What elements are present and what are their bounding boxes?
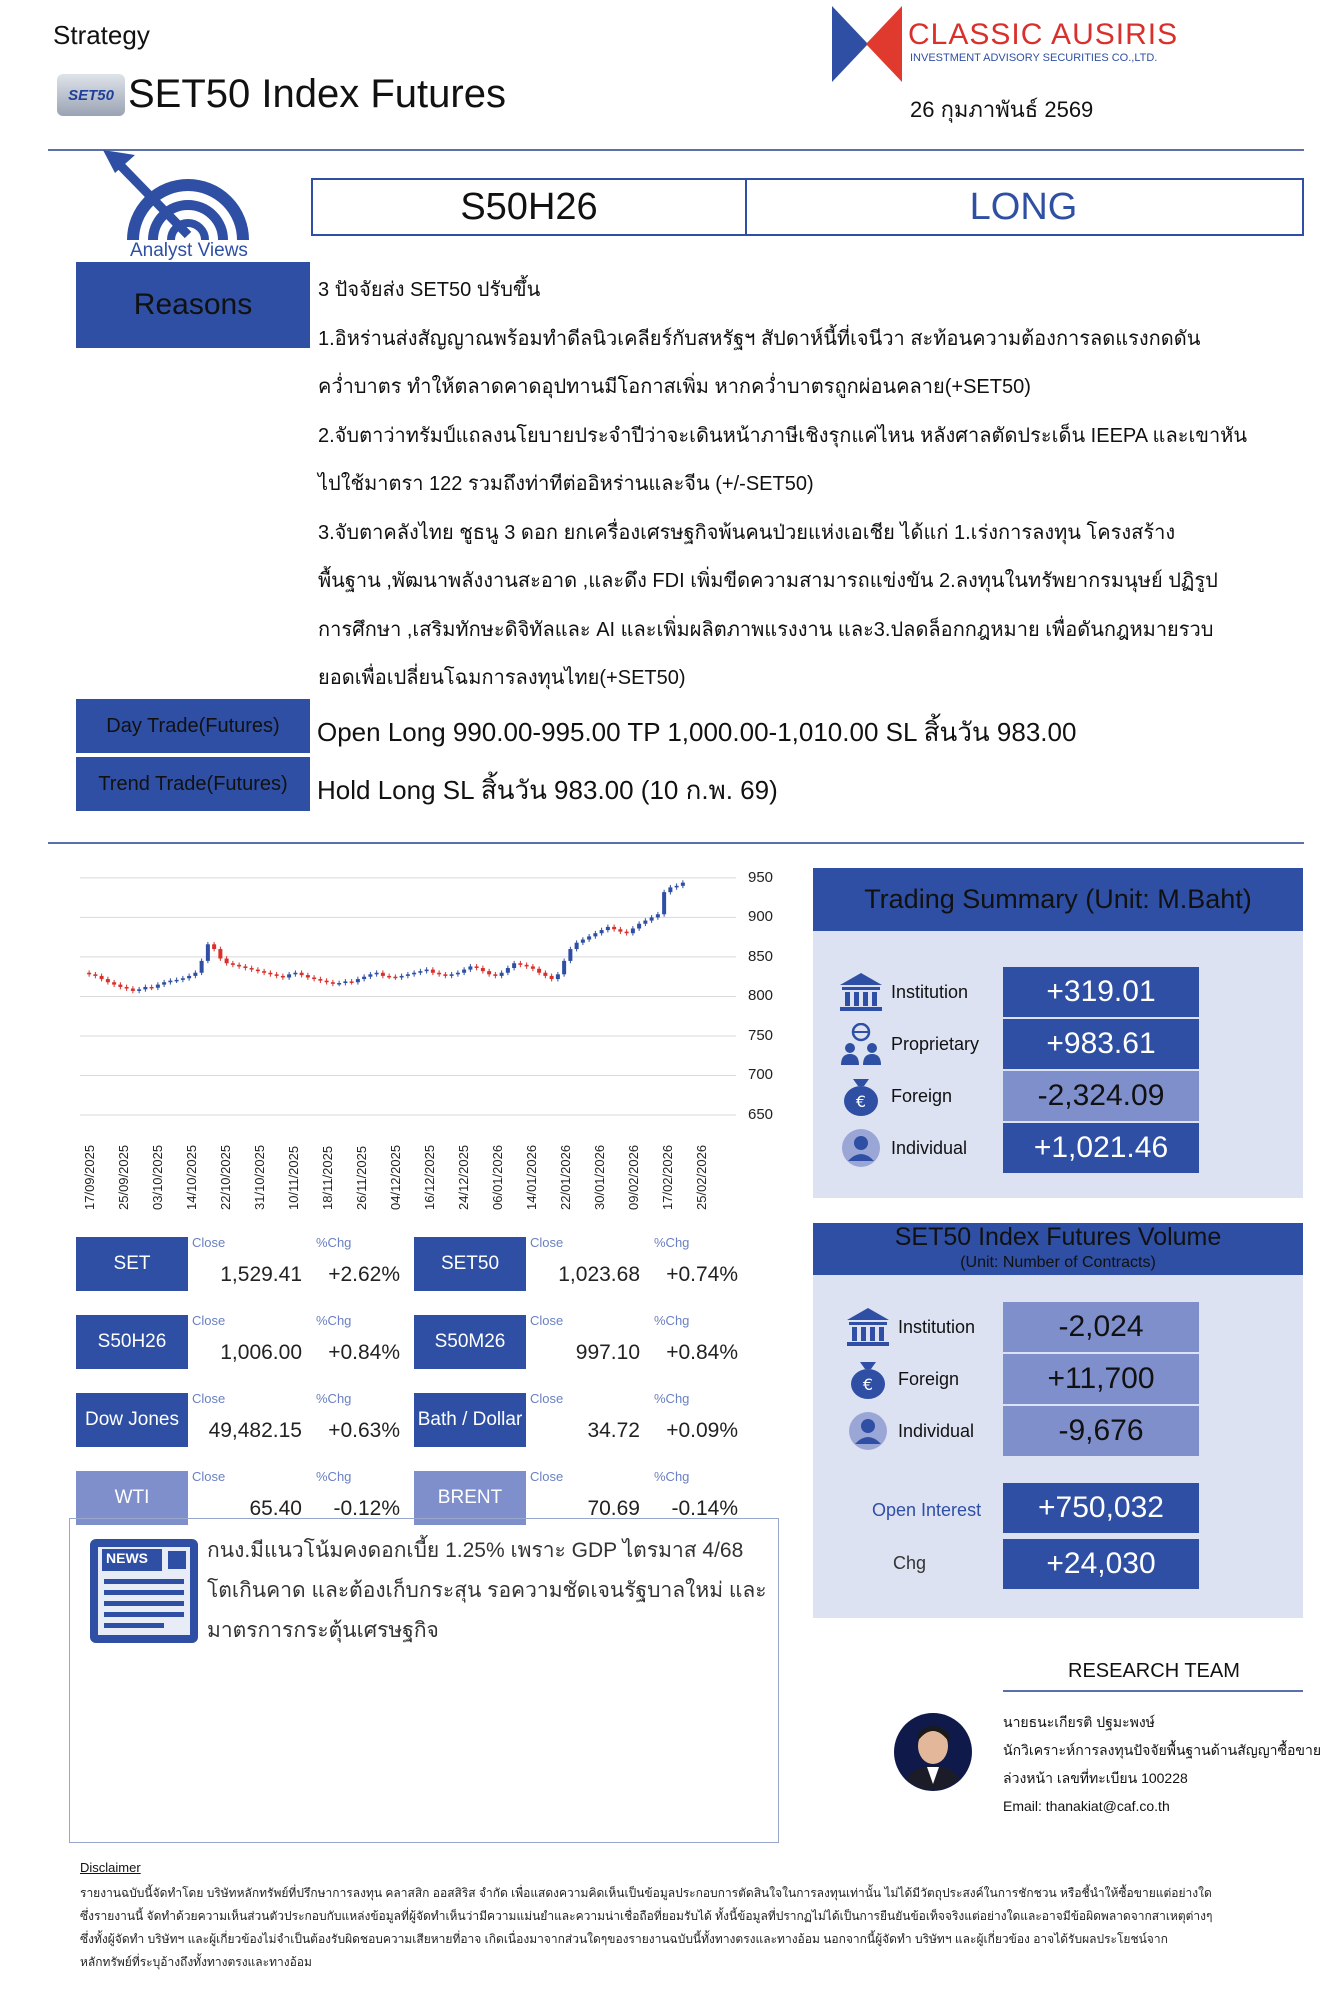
candle-body [268, 973, 272, 975]
summary-row-value: +11,700 [1003, 1354, 1199, 1404]
candle-body [150, 987, 154, 989]
x-tick-label: 10/11/2025 [286, 1145, 301, 1210]
candle-body [468, 966, 472, 969]
chg-label: %Chg [316, 1469, 352, 1484]
disclaimer-title: Disclaimer [80, 1860, 141, 1875]
close-label: Close [192, 1235, 226, 1250]
candle-body [418, 971, 422, 973]
analyst-license: ล่วงหน้า เลขที่ทะเบียน 100228 [1003, 1770, 1188, 1786]
candle-body [193, 973, 197, 976]
candle-body [525, 965, 529, 967]
candle-body [443, 974, 447, 976]
x-tick-label: 14/01/2026 [524, 1144, 539, 1210]
x-tick-label: 17/02/2026 [660, 1144, 675, 1210]
candle-body [412, 973, 416, 975]
reason-line: การศึกษา ,เสริมทักษะดิจิทัลและ AI และเพิ่มผลิตภาพแรงงาน และ3.ปลดล็อกกฎหมาย เพื่อดันกฎหมายรวบ [318, 618, 1214, 641]
candle-body [168, 981, 172, 983]
x-tick-label: 31/10/2025 [252, 1144, 267, 1210]
summary-row-label: Individual [898, 1421, 975, 1441]
candle-body [206, 944, 210, 961]
candle-body [593, 933, 597, 936]
market-name: SET50 [414, 1237, 526, 1291]
change-value: -0.14% [671, 1497, 738, 1520]
market-name: Dow Jones [76, 1393, 188, 1447]
change-value: +0.84% [666, 1341, 738, 1364]
analyst-role: นักวิเคราะห์การลงทุนปัจจัยพื้นฐานด้านสัญญาซื้อขาย [1003, 1742, 1322, 1758]
candle-body [200, 961, 204, 973]
market-name: SET [76, 1237, 188, 1291]
institution-icon [838, 971, 884, 1013]
reasons-text [318, 266, 1308, 703]
candle-body [487, 971, 491, 974]
volume-subtitle: (Unit: Number of Contracts) [960, 1254, 1156, 1271]
candle-body [131, 989, 135, 991]
reasons-label: Reasons [76, 262, 310, 348]
market-name: BRENT [414, 1471, 526, 1525]
candle-body [393, 977, 397, 979]
candle-body [650, 917, 654, 920]
day-trade-label: Day Trade(Futures) [76, 699, 310, 753]
candle-body [343, 981, 347, 983]
candle-body [543, 973, 547, 976]
candle-body [637, 924, 641, 929]
candle-body [300, 973, 304, 975]
close-label: Close [192, 1313, 226, 1328]
analyst-email: Email: thanakiat@caf.co.th [1003, 1798, 1170, 1814]
candle-body [462, 970, 466, 973]
x-tick-label: 25/09/2025 [116, 1144, 131, 1210]
close-label: Close [192, 1469, 226, 1484]
news-text [207, 1531, 767, 1651]
close-value: 1,023.68 [558, 1263, 640, 1286]
disclaimer-line: ซึ่งทั้งผู้จัดทำ บริษัทฯ และผู้เกี่ยวข้องไม่จำเป็นต้องรับผิดชอบความเสียหายที่อาจ เกิดเนื่องมาจากส่วนใดๆของรายงานฉบับนี้ทั้งทางตรงและทางอ้อม นอกจากนี้ผู้จัดทำ บริษัทฯ และผู้เกี่ยวข้อง อาจได้รับผลประโยชน์จาก [80, 1932, 1168, 1946]
close-value: 1,006.00 [220, 1341, 302, 1364]
market-name: WTI [76, 1471, 188, 1525]
candle-body [381, 973, 385, 976]
section-divider [48, 842, 1304, 844]
candle-body [250, 968, 254, 970]
candle-body [662, 892, 666, 914]
close-label: Close [530, 1469, 564, 1484]
chg-label: %Chg [316, 1391, 352, 1406]
brand-subtitle: INVESTMENT ADVISORY SECURITIES CO.,LTD. [910, 52, 1158, 64]
candle-body [575, 943, 579, 949]
candle-body [406, 974, 410, 976]
change-value: +0.63% [328, 1419, 400, 1442]
summary-row-label: Proprietary [891, 1034, 980, 1054]
foreign-icon [838, 1075, 884, 1117]
reason-line: ไปใช้มาตรา 122 รวมถึงท่าทีต่ออิหร่านและจีน (+/-SET50) [318, 473, 814, 495]
y-tick-label: 700 [748, 1066, 774, 1084]
candle-body [425, 970, 429, 972]
news-line: มาตรการกระตุ้นเศรษฐกิจ [207, 1619, 439, 1642]
x-tick-label: 25/02/2026 [694, 1144, 709, 1210]
research-team-title: RESEARCH TEAM [1068, 1660, 1240, 1682]
analyst-views-label: Analyst Views [130, 240, 248, 261]
x-tick-label: 18/11/2025 [320, 1145, 335, 1210]
candle-body [481, 968, 485, 971]
summary-row-label: Institution [898, 1317, 976, 1337]
candle-body [612, 927, 616, 929]
candle-body [143, 987, 147, 989]
chg-label: %Chg [316, 1235, 352, 1250]
x-tick-label: 16/12/2025 [422, 1144, 437, 1210]
x-tick-label: 22/10/2025 [218, 1144, 233, 1210]
candle-body [681, 883, 685, 886]
candle-body [112, 982, 116, 984]
volume-title: SET50 Index Futures Volume [894, 1223, 1222, 1251]
candle-body [237, 965, 241, 967]
trend-trade-text: Hold Long SL สิ้นวัน 983.00 (10 ก.พ. 69) [317, 775, 778, 805]
y-tick-label: 750 [748, 1026, 774, 1044]
candle-body [137, 989, 141, 991]
close-value: 34.72 [587, 1419, 640, 1442]
disclaimer-line: หลักทรัพย์ที่ระบุอ้างถึงทั้งทางตรงและทางอ้อม [80, 1955, 312, 1969]
candle-body [262, 971, 266, 973]
candle-body [581, 940, 585, 943]
trading-summary-title: Trading Summary (Unit: M.Baht) [813, 868, 1303, 931]
chg-label: %Chg [654, 1391, 690, 1406]
candle-body [556, 974, 560, 979]
disclaimer-text [80, 1882, 1320, 1974]
candle-body [531, 966, 535, 968]
candle-body [656, 914, 660, 917]
candle-body [456, 973, 460, 975]
candle-body [312, 977, 316, 979]
page-title: SET50 Index Futures [128, 72, 506, 116]
reason-line: 3 ปัจจัยส่ง SET50 ปรับขึ้น [318, 279, 541, 301]
candle-body [181, 978, 185, 980]
open-interest-value: +750,032 [1003, 1483, 1199, 1533]
close-label: Close [530, 1313, 564, 1328]
contract-box [311, 178, 1304, 236]
candle-body [512, 963, 516, 968]
candle-body [243, 966, 247, 968]
chg-label: %Chg [316, 1313, 352, 1328]
chg-label: %Chg [654, 1469, 690, 1484]
candle-body [550, 976, 554, 979]
analyst-avatar [893, 1712, 973, 1792]
candle-body [437, 973, 441, 975]
candle-body [387, 976, 391, 978]
candle-body [212, 944, 216, 949]
candle-body [631, 928, 635, 933]
candle-body [118, 985, 122, 987]
individual-icon [845, 1410, 891, 1452]
y-tick-label: 850 [748, 947, 774, 965]
x-tick-label: 17/09/2025 [82, 1144, 97, 1210]
summary-row-value: -2,324.09 [1003, 1071, 1199, 1121]
market-name: S50M26 [414, 1315, 526, 1369]
svg-text:€: € [862, 1375, 874, 1394]
x-tick-label: 04/12/2025 [388, 1144, 403, 1210]
candle-body [475, 966, 479, 968]
day-trade-text: Open Long 990.00-995.00 TP 1,000.00-1,010.00 SL สิ้นวัน 983.00 [317, 717, 1077, 747]
candle-body [225, 959, 229, 964]
oi-change-value: +24,030 [1003, 1539, 1199, 1589]
candle-body [100, 976, 104, 979]
candle-body [275, 974, 279, 976]
candle-body [306, 975, 310, 977]
set50-badge [57, 74, 125, 116]
candle-body [668, 887, 672, 892]
candle-body [618, 929, 622, 931]
candle-body [256, 970, 260, 972]
candle-body [606, 927, 610, 930]
chg-label: %Chg [654, 1235, 690, 1250]
disclaimer-line: รายงานฉบับนี้จัดทำโดย บริษัทหลักทรัพย์ที่ปรึกษาการลงทุน คลาสสิก ออสสิริส จำกัด เพื่อแสดงความคิดเห็นเป็นข้อมูลประกอบการตัดสินใจในการลงทุนเท่านั้น ไม่ได้มีวัตถุประสงค์ในการชักชวน หรือชี้นำให้ซื้อขายแต่อย่างใด [80, 1886, 1212, 1900]
candle-body [493, 974, 497, 976]
foreign-icon [845, 1358, 891, 1400]
chg-label: %Chg [654, 1313, 690, 1328]
reason-line: คว่ำบาตร ทำให้ตลาดคาดอุปทานมีโอกาสเพิ่ม หากคว่ำบาตรถูกผ่อนคลาย(+SET50) [318, 376, 1031, 398]
change-value: +0.09% [666, 1419, 738, 1442]
candle-body [350, 981, 354, 983]
candle-body [356, 979, 360, 982]
change-value: +0.74% [666, 1263, 738, 1286]
candle-body [643, 921, 647, 924]
close-value: 49,482.15 [208, 1419, 302, 1442]
candle-body [625, 932, 629, 934]
news-line: กนง.มีแนวโน้มคงดอกเบี้ย 1.25% เพราะ GDP ไตรมาส 4/68 [207, 1539, 744, 1562]
candle-body [537, 969, 541, 973]
oi-change-label: Chg [893, 1553, 927, 1573]
candle-body [518, 963, 522, 965]
summary-row-label: Institution [891, 982, 969, 1002]
news-box [69, 1518, 779, 1843]
target-arrow-icon [95, 145, 275, 245]
x-tick-label: 22/01/2026 [558, 1144, 573, 1210]
candle-body [287, 974, 291, 977]
individual-icon [838, 1127, 884, 1169]
candle-body [375, 973, 379, 975]
set50-candlestick-chart [80, 860, 740, 1130]
close-value: 65.40 [249, 1497, 302, 1520]
change-value: +0.84% [328, 1341, 400, 1364]
contract-name: S50H26 [313, 180, 747, 234]
x-tick-label: 24/12/2025 [456, 1144, 471, 1210]
svg-text:€: € [855, 1092, 867, 1111]
position-label: LONG [969, 185, 1078, 228]
research-divider [1003, 1690, 1303, 1692]
candle-body [506, 968, 510, 973]
candle-body [450, 974, 454, 976]
institution-icon [845, 1306, 891, 1348]
candle-body [675, 886, 679, 888]
candle-body [93, 974, 97, 976]
close-value: 997.10 [575, 1341, 640, 1364]
market-name: Bath / Dollar [414, 1393, 526, 1447]
brand-name: CLASSIC AUSIRIS [908, 18, 1179, 51]
reason-line: พื้นฐาน ,พัฒนาพลังงานสะอาด ,และดึง FDI เพิ่มขีดความสามารถแข่งขัน 2.ลงทุนในทรัพยากรมนุษย์ ปฏิรูป [318, 570, 1218, 592]
summary-row-label: Foreign [898, 1369, 960, 1389]
change-value: -0.12% [333, 1497, 400, 1520]
x-tick-label: 14/10/2025 [184, 1144, 199, 1210]
candle-body [187, 976, 191, 978]
summary-row-value: -9,676 [1003, 1406, 1199, 1456]
news-icon-label: NEWS [106, 1550, 148, 1566]
candle-body [568, 949, 572, 961]
candle-body [175, 980, 179, 982]
summary-row-value: +1,021.46 [1003, 1123, 1199, 1173]
change-value: +2.62% [328, 1263, 400, 1286]
candle-body [156, 985, 160, 988]
x-tick-label: 30/01/2026 [592, 1144, 607, 1210]
market-name: S50H26 [76, 1315, 188, 1369]
candle-body [325, 981, 329, 983]
section-label: Strategy [53, 20, 150, 50]
proprietary-icon [838, 1023, 884, 1065]
summary-row-label: Foreign [891, 1086, 953, 1106]
candle-body [318, 979, 322, 981]
open-interest-label: Open Interest [872, 1500, 982, 1520]
x-tick-label: 09/02/2026 [626, 1144, 641, 1210]
candle-body [87, 973, 91, 975]
x-tick-label: 06/01/2026 [490, 1144, 505, 1210]
y-tick-label: 950 [748, 868, 774, 886]
reason-line: 2.จับตาว่าทรัมป์แถลงนโยบายประจำปีว่าจะเดินหน้าภาษีเชิงรุกแค่ไหน หลังศาลตัดประเด็น IEEPA และเขาหัน [318, 424, 1248, 447]
reason-line: 1.อิหร่านส่งสัญญาณพร้อมทำดีลนิวเคลียร์กับสหรัฐฯ สัปดาห์นี้ที่เจนีวา สะท้อนความต้องการลดแรงกดดัน [318, 327, 1201, 350]
y-tick-label: 650 [748, 1106, 774, 1123]
classic-ausiris-logo [832, 6, 902, 82]
y-tick-label: 900 [748, 908, 774, 926]
candle-body [231, 963, 235, 965]
set50-badge-text: SET50 [68, 86, 114, 104]
candle-body [218, 949, 222, 958]
candle-body [162, 982, 166, 984]
close-label: Close [530, 1235, 564, 1250]
candle-body [431, 970, 435, 973]
disclaimer-line: ซึ่งรายงานนี้ จัดทำด้วยความเห็นส่วนตัวประกอบกับแหล่งข้อมูลที่ผู้จัดทำเห็นว่ามีความแม่นยำและความน่าเชื่อถือที่ยอมรับได้ ทั้งนี้ข้อมูลที่ปรากฏไม่ได้เป็นการยืนยันข้อเท็จจริงแต่อย่างใดและอาจมีข้อผิดพลาดจากสาเหตุต่างๆ [80, 1909, 1213, 1923]
reason-line: 3.จับตาคลังไทย ชูธนู 3 ดอก ยกเครื่องเศรษฐกิจพ้นคนป่วยแห่งเอเชีย ได้แก่ 1.เร่งการลงทุน โครงสร้าง [318, 521, 1176, 544]
candle-body [293, 973, 297, 975]
candle-body [500, 973, 504, 976]
candle-body [337, 983, 341, 985]
summary-row-value: -2,024 [1003, 1302, 1199, 1352]
x-tick-label: 26/11/2025 [354, 1145, 369, 1210]
candle-body [362, 977, 366, 979]
report-date: 26 กุมภาพันธ์ 2569 [910, 97, 1094, 122]
candle-body [587, 936, 591, 939]
analyst-name: นายธนะเกียรติ ปฐมะพงษ์ [1003, 1714, 1155, 1730]
close-label: Close [530, 1391, 564, 1406]
candle-body [106, 979, 110, 982]
candle-body [281, 976, 285, 978]
news-line: โตเกินคาด และต้องเก็บกระสุน รอความชัดเจนรัฐบาลใหม่ และ [207, 1579, 767, 1602]
candle-body [368, 974, 372, 976]
close-value: 70.69 [587, 1497, 640, 1520]
y-tick-label: 800 [748, 987, 774, 1005]
candle-body [600, 930, 604, 933]
candle-body [400, 976, 404, 978]
trend-trade-label: Trend Trade(Futures) [76, 757, 310, 811]
reason-line: ยอดเพื่อเปลี่ยนโฉมการลงทุนไทย(+SET50) [318, 667, 686, 689]
candle-body [125, 987, 129, 989]
close-label: Close [192, 1391, 226, 1406]
x-tick-label: 03/10/2025 [150, 1144, 165, 1210]
candle-body [562, 961, 566, 974]
candle-body [331, 982, 335, 984]
close-value: 1,529.41 [220, 1263, 302, 1286]
summary-row-value: +983.61 [1003, 1019, 1199, 1069]
summary-row-label: Individual [891, 1138, 968, 1158]
summary-row-value: +319.01 [1003, 967, 1199, 1017]
